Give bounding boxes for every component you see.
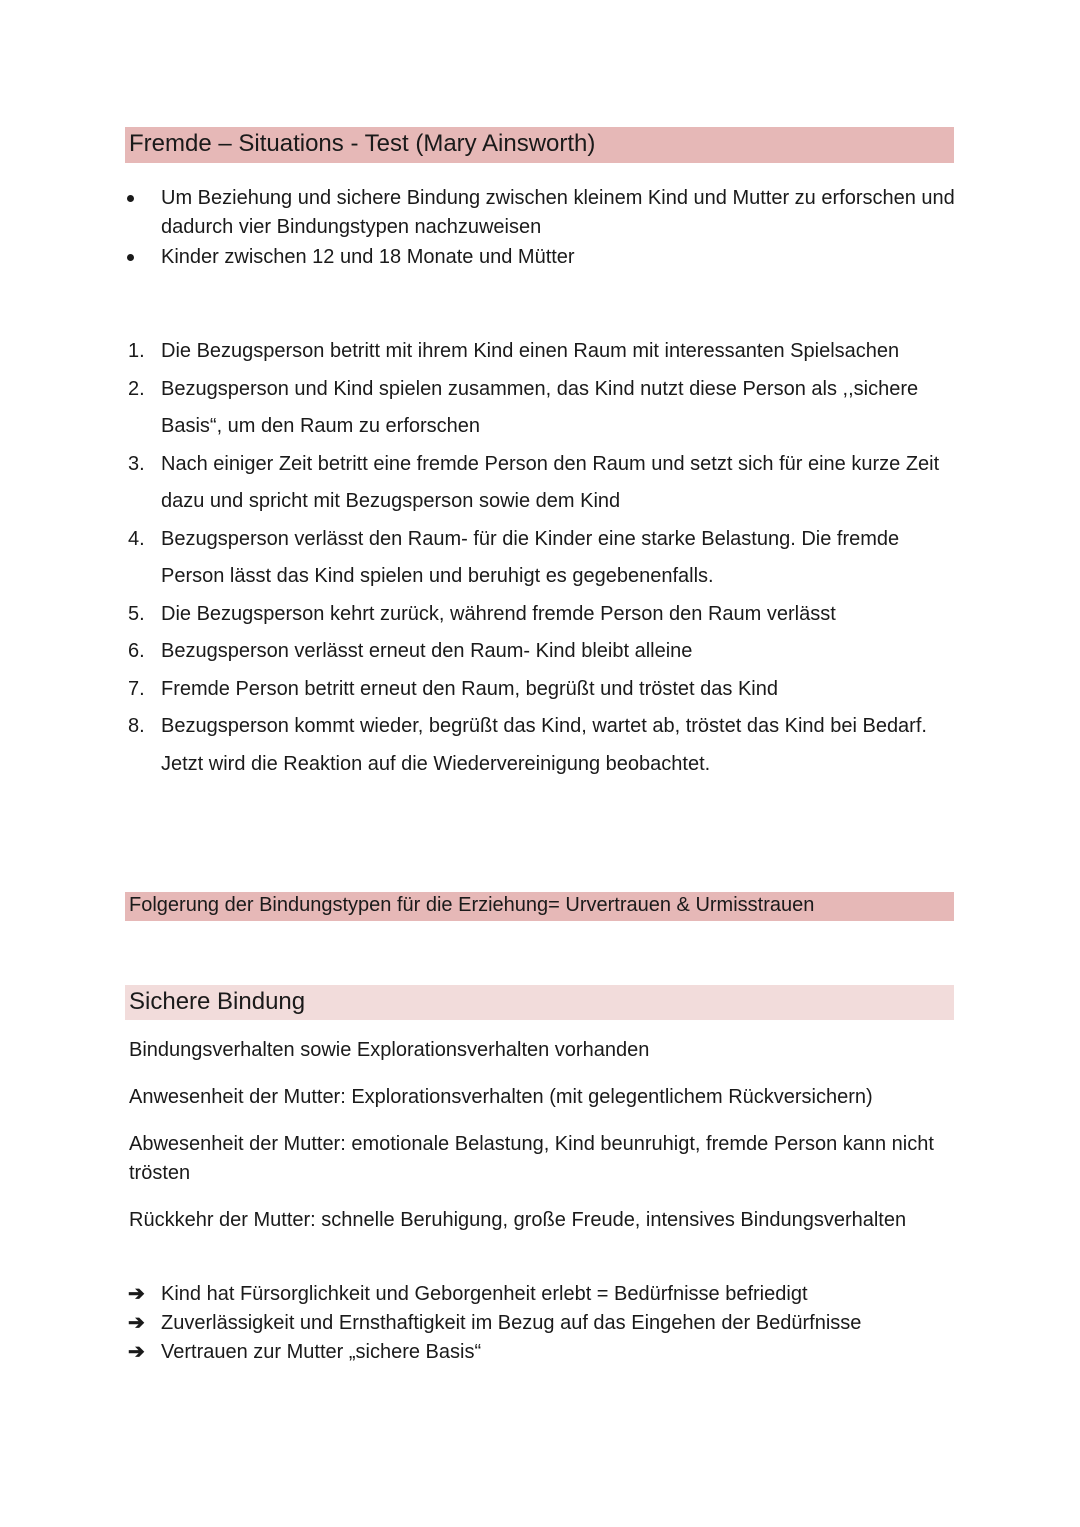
bullet-dot-icon xyxy=(127,254,134,261)
list-item xyxy=(0,333,1080,371)
heading-fremde-situations-test: Fremde – Situations - Test (Mary Ainsworth) xyxy=(125,127,954,163)
bullet-text: Um Beziehung und sichere Bindung zwischen kleinem Kind und Mutter zu erforschen und dadurch vier Bindungstypen nachzuweisen xyxy=(161,187,955,238)
step-text: Nach einiger Zeit betritt eine fremde Person den Raum und setzt sich für eine kurze Zeit dazu und spricht mit Bezugsperson sowie dem Kind xyxy=(161,452,940,512)
step-number: 4. xyxy=(128,527,145,550)
bullet-dot-icon xyxy=(127,195,134,202)
arrow-right-icon: ➔ xyxy=(128,1312,145,1334)
step-text: Bezugsperson und Kind spielen zusammen, das Kind nutzt diese Person als ,,sichere Basis“, um den Raum zu erforschen xyxy=(161,377,919,437)
list-item xyxy=(0,446,1080,521)
step-number: 6. xyxy=(128,640,145,662)
conclusion-text: Zuverlässigkeit und Ernsthaftigkeit im Bezug auf das Eingehen der Bedürfnisse xyxy=(161,1312,862,1334)
step-text: Die Bezugsperson kehrt zurück, während fremde Person den Raum verlässt xyxy=(161,602,836,625)
heading-sichere-bindung: Sichere Bindung xyxy=(125,985,954,1020)
step-number: 1. xyxy=(128,340,145,362)
heading-folgerung-bindungstypen: Folgerung der Bindungstypen für die Erziehung= Urvertrauen & Urmisstrauen xyxy=(125,892,954,921)
list-item xyxy=(0,596,1080,634)
arrow-right-icon: ➔ xyxy=(128,1283,145,1305)
paragraph-abwesenheit: Abwesenheit der Mutter: emotionale Belastung, Kind beunruhigt, fremde Person kann nicht trösten xyxy=(129,1133,934,1184)
list-item xyxy=(0,184,1080,242)
step-number: 5. xyxy=(128,602,145,625)
step-number: 2. xyxy=(128,377,145,400)
step-text: Fremde Person betritt erneut den Raum, begrüßt und tröstet das Kind xyxy=(161,677,778,700)
step-number: 8. xyxy=(128,715,145,737)
intro-bullet-list xyxy=(0,184,1080,273)
list-item xyxy=(0,243,1080,272)
step-number: 3. xyxy=(128,452,145,475)
procedure-steps-list xyxy=(0,333,1080,783)
step-number: 7. xyxy=(128,677,145,700)
arrow-right-icon: ➔ xyxy=(128,1341,145,1363)
conclusion-arrow-list xyxy=(0,1280,1080,1367)
conclusion-text: Kind hat Fürsorglichkeit und Geborgenheit erlebt = Bedürfnisse befriedigt xyxy=(161,1283,808,1305)
step-text: Bezugsperson verlässt erneut den Raum- Kind bleibt alleine xyxy=(161,640,693,662)
bullet-text: Kinder zwischen 12 und 18 Monate und Mütter xyxy=(161,246,575,268)
step-text: Die Bezugsperson betritt mit ihrem Kind einen Raum mit interessanten Spielsachen xyxy=(161,340,900,362)
list-item xyxy=(0,1338,1080,1367)
list-item xyxy=(0,633,1080,671)
step-text: Bezugsperson kommt wieder, begrüßt das Kind, wartet ab, tröstet das Kind bei Bedarf. Jetzt wird die Reaktion auf die Wiedervereinigung beobachtet. xyxy=(161,715,927,775)
conclusion-text: Vertrauen zur Mutter „sichere Basis“ xyxy=(161,1341,482,1363)
list-item xyxy=(0,521,1080,596)
list-item xyxy=(0,671,1080,709)
list-item xyxy=(0,1280,1080,1309)
list-item xyxy=(0,1309,1080,1338)
paragraph-bindungsverhalten: Bindungsverhalten sowie Explorationsverhalten vorhanden xyxy=(129,1039,650,1061)
list-item xyxy=(0,371,1080,446)
step-text: Bezugsperson verlässt den Raum- für die Kinder eine starke Belastung. Die fremde Person lässt das Kind spielen und beruhigt es gegebenenfalls. xyxy=(161,527,900,587)
list-item xyxy=(0,708,1080,783)
paragraph-rueckkehr: Rückkehr der Mutter: schnelle Beruhigung, große Freude, intensives Bindungsverhalten xyxy=(129,1209,907,1231)
paragraph-anwesenheit: Anwesenheit der Mutter: Explorationsverhalten (mit gelegentlichem Rückversichern) xyxy=(129,1086,873,1108)
